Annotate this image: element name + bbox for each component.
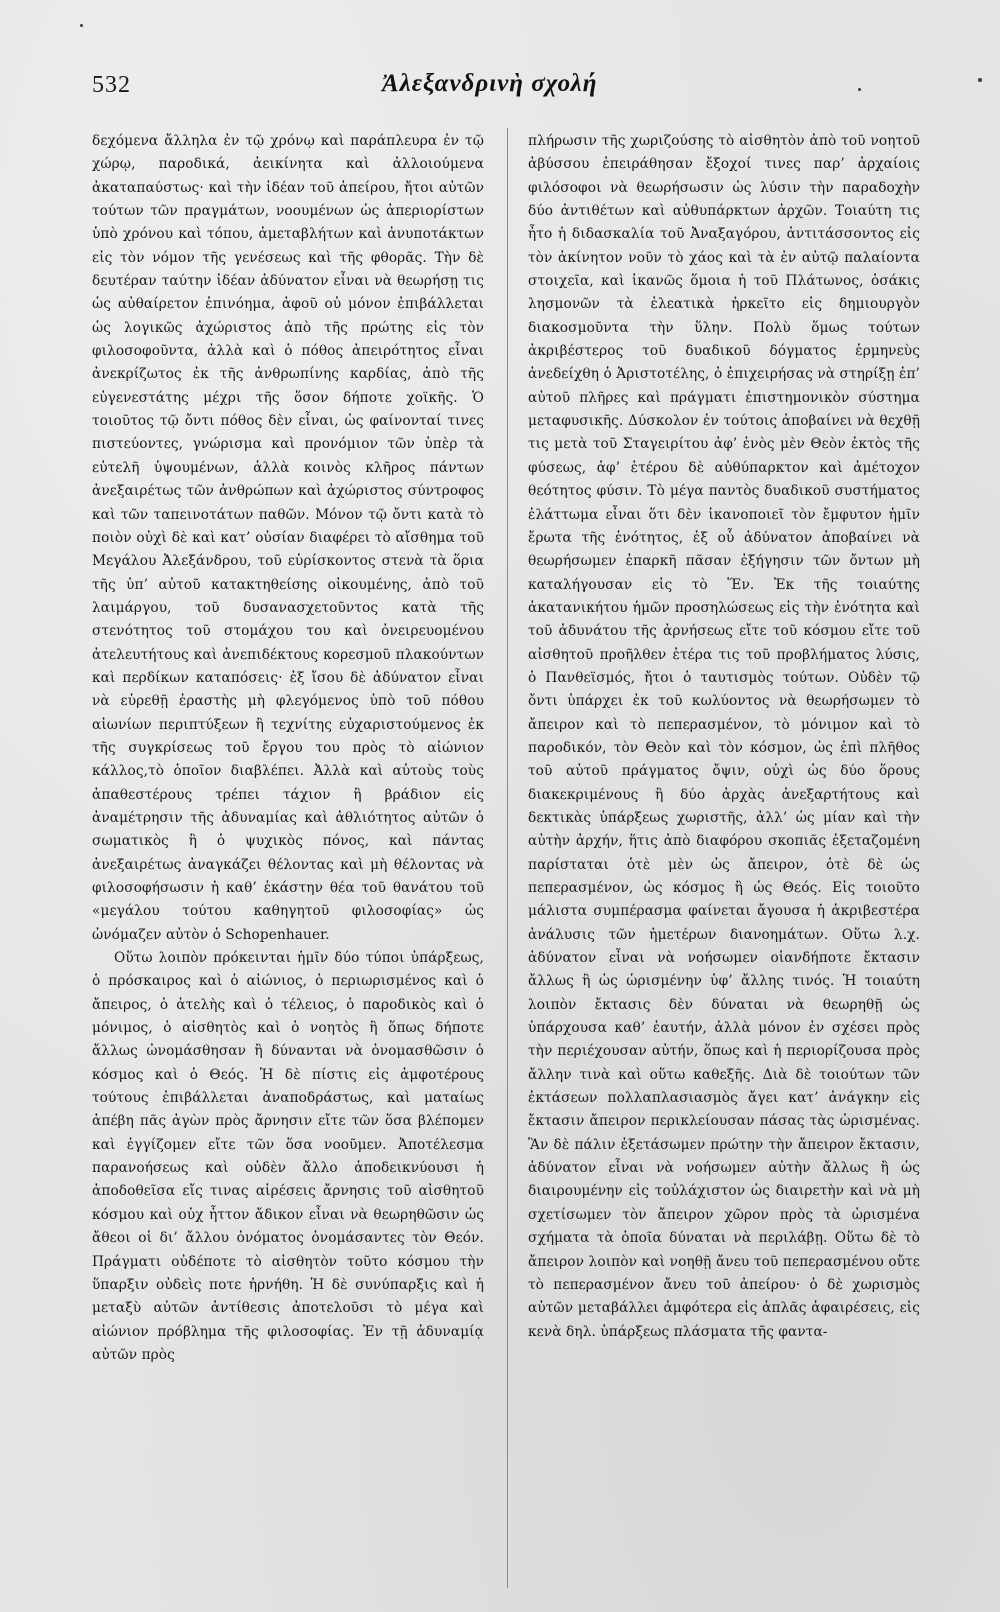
right-paragraph-1: πλήρωσιν τῆς χωριζούσης τὸ αἰσθητὸν ἀπὸ τοῦ νοητοῦ ἀβύσσου ἐπειράθησαν ἔξοχοί τινες παρ’ ἀρχαίοις φιλόσοφοι νὰ θεωρήσωσιν ὡς λύσιν τὴν παραδοχὴν δύο ἀντιθέτων καὶ αὐθυπάρκτων ἀρχῶν. Τοιαύτη τις ἦτο ἡ διδασκαλία τοῦ Ἀναξαγόρου, ἀντιτάσσοντος εἰς τὸν ἀκίνητον νοῦν τὸ χάος καὶ τὰ ἐν αὐτῷ παλαίοντα στοιχεῖα, καὶ ἱκανῶς ὅμοια ἡ τοῦ Πλάτωνος, ὁσάκις λησμονῶν τὰ ἐλεατικὰ ἠρκεῖτο εἰς δημιουργὸν διακοσμοῦντα τὴν ὕλην. Πολὺ ὅμως τούτων ἀκριβέστερος τοῦ δυαδικοῦ δόγματος ἑρμηνεὺς ἀνεδείχθη ὁ Ἀριστοτέλης, ὁ ἐπιχειρήσας νὰ στηρίξῃ ἐπ’ αὐτοῦ πλῆρες καὶ πράγματι ἐπιστημονικὸν σύστημα μεταφυσικῆς. Δύσκολον ἐν τούτοις ἀποβαίνει νὰ θεχθῇ τις μετὰ τοῦ Σταγειρίτου ἀφ’ ἑνὸς μὲν Θεὸν ἐκτὸς τῆς φύσεως, ἀφ’ ἑτέρου δὲ αὐθύπαρκτον καὶ ἀμέτοχον θεότητος φύσιν. Τὸ μέγα παντὸς δυαδικοῦ συστήματος ἐλάττωμα εἶναι ὅτι δὲν ἱκανοποιεῖ τὸν ἔμφυτον ἡμῖν ἔρωτα τῆς ἑνότητος, ἐξ οὗ ἀδύνατον ἀποβαίνει νὰ θεωρήσωμεν ἐπαρκῆ πᾶσαν ἐξήγησιν τῶν ὄντων μὴ καταλήγουσαν εἰς τὸ Ἕν. Ἐκ τῆς τοιαύτης ἀκατανικήτου ἡμῶν προσηλώσεως εἰς τὴν ἑνότητα καὶ τοῦ ἀδυνάτου τῆς ἀρνήσεως εἴτε τοῦ κόσμου εἴτε τοῦ αἰσθητοῦ προῆλθεν ἑτέρα τις τοῦ προβλήματος λύσις, ὁ Πανθεϊσμός, ἤτοι ὁ ταυτισμὸς τούτων. Οὐδὲν τῷ ὄντι ὑπάρχει ἐκ τοῦ κωλύοντος νὰ θεωρήσωμεν τὸ ἄπειρον καὶ τὸ πεπερασμένον, τὸ μόνιμον καὶ τὸ παροδικόν, τὸν Θεὸν καὶ τὸν κόσμον, ὡς ἐπὶ πλῆθος τοῦ αὐτοῦ πράγματος ὄψιν, οὐχὶ ὡς δύο ὅρους διακεκριμένους ἢ δύο ἀρχὰς ἀνεξαρτήτους καὶ δεκτικὰς ὑπάρξεως χωριστῆς, ἀλλ’ ὡς μίαν καὶ τὴν αὐτὴν ἀρχήν, ἥτις ἀπὸ διαφόρου σκοπιᾶς ἐξεταζομένη παρίσταται ὁτὲ μὲν ὡς ἄπειρον, ὁτὲ δὲ ὡς πεπερασμένον, ὡς κόσμος ἢ ὡς Θεός. Εἰς τοιοῦτο μάλιστα συμπέρασμα φαίνεται ἄγουσα ἡ ἀκριβεστέρα ἀνάλυσις τῶν ἡμετέρων διανοημάτων. Οὕτω λ.χ. ἀδύνατον εἶναι νὰ νοήσωμεν οἱανδήποτε ἔκτασιν ἄλλως ἢ ὡς ὡρισμένην ὑφ’ ἄλλης τινός. Ἡ τοιαύτη λοιπὸν ἔκτασις δὲν δύναται νὰ θεωρηθῇ ὡς ὑπάρχουσα καθ’ ἑαυτήν, ἀλλὰ μόνον ἐν σχέσει πρὸς τὴν περιέχουσαν αὐτήν, ὅπως καὶ ἡ περιορίζουσα πρὸς ἄλλην τινὰ καὶ οὕτω καθεξῆς. Διὰ δὲ τοιούτων τῶν ἐκτάσεων πολλαπλασιασμὸς ἄγει κατ’ ἀνάγκην εἰς ἔκτασιν ἄπειρον περικλείουσαν πάσας τὰς ὡρισμένας. Ἂν δὲ πάλιν ἐξετάσωμεν πρώτην τὴν ἄπειρον ἔκτασιν, ἀδύνατον εἶναι νὰ νοήσωμεν αὐτὴν ἄλλως ἢ ὡς διαιρουμένην εἰς τοὐλάχιστον ὡς διαιρετὴν καὶ νὰ μὴ σχετίσωμεν τὸν ἄπειρον χῶρον πρὸς τὰ ὡρισμένα σχήματα τὰ ὁποῖα δύναται νὰ περιλάβῃ. Οὕτω δὲ τὸ ἄπειρον λοιπὸν καὶ νοηθῇ ἄνευ τοῦ πεπερασμένου οὔτε τὸ πεπερασμένον ἄνευ τοῦ ἀπείρου· ὁ δὲ χωρισμὸς αὐτῶν μεταβάλλει ἀμφότερα εἰς ἁπλᾶς ἀφαιρέσεις, εἰς κενὰ δηλ. ὑπάρξεως πλάσματα τῆς φαντα- <box>528 133 920 1340</box>
column-divider <box>507 128 508 1588</box>
paper-speck <box>858 88 861 91</box>
running-head: Ἀλεξανδρινὴ σχολή <box>382 70 598 97</box>
left-column <box>92 130 484 1590</box>
right-column <box>528 130 920 1590</box>
page-number: 532 <box>92 72 131 98</box>
page-header <box>92 72 922 112</box>
paper-speck <box>978 78 982 82</box>
left-paragraph-1: δεχόμενα ἄλληλα ἐν τῷ χρόνῳ καὶ παράπλευρα ἐν τῷ χώρῳ, παροδικά, ἀεικίνητα καὶ ἀλλοιούμενα ἀκαταπαύστως· καὶ τὴν ἰδέαν τοῦ ἀπείρου, ἤτοι αὐτῶν τούτων τῶν πραγμάτων, νοουμένων ὡς ἀπεριορίστων ὑπὸ χρόνου καὶ τόπου, ἀμεταβλήτων καὶ ἀνυποτάκτων εἰς τὸν νόμον τῆς γενέσεως καὶ τῆς φθορᾶς. Τὴν δὲ δευτέραν ταύτην ἰδέαν ἀδύνατον εἶναι νὰ θεωρήσῃ τις ὡς αὐθαίρετον ἐπινόημα, ἀφοῦ οὐ μόνον ἐπιβάλλεται ὡς λογικῶς ἀχώριστος ἀπὸ τῆς πρώτης εἰς τὸν φιλοσοφοῦντα, ἀλλὰ καὶ ὁ πόθος ἀπειρότητος εἶναι ἀνεκρίζωτος ἐκ τῆς ἀνθρωπίνης καρδίας, ἀπὸ τῆς εὐγενεστάτης μέχρι τῆς ὅσον δήποτε χοϊκῆς. Ὁ τοιοῦτος τῷ ὄντι πόθος δὲν εἶναι, ὡς φαίνονταί τινες πιστεύοντες, γνώρισμα καὶ προνόμιον τῶν ὑπὲρ τὰ εὐτελῆ ὑψουμένων, ἀλλὰ κοινὸς κλῆρος πάντων ἀνεξαιρέτως τῶν ἀνθρώπων καὶ ἀχώριστος σύντροφος καὶ τῶν ταπεινοτάτων παθῶν. Μόνον τῷ ὄντι κατὰ τὸ ποιὸν οὐχὶ δὲ καὶ κατ’ οὐσίαν διαφέρει τὸ αἴσθημα τοῦ Μεγάλου Ἀλεξάνδρου, τοῦ εὑρίσκοντος στενὰ τὰ ὅρια τῆς ὑπ’ αὐτοῦ κατακτηθείσης οἰκουμένης, ἀπὸ τοῦ λαιμάργου, τοῦ δυσανασχετοῦντος κατὰ τῆς στενότητος τοῦ στομάχου του καὶ ὀνειρευομένου ἀτελευτήτους καὶ ἀνεπιδέκτους κορεσμοῦ πλακούντων καὶ περδίκων καταπόσεις· ἐξ ἴσου δὲ ἀδύνατον εἶναι νὰ εὑρεθῇ ἐραστὴς μὴ φλεγόμενος ὑπὸ τοῦ πόθου αἰωνίων περιπτύξεων ἢ τεχνίτης εὐχαριστούμενος ἐκ τῆς συγκρίσεως τοῦ ἔργου του πρὸς τὸ αἰώνιον κάλλος,τὸ ὁποῖον διαβλέπει. Ἀλλὰ καὶ αὐτοὺς τοὺς ἀπαθεστέρους τρέπει τάχιον ἢ βράδιον εἰς ἀναμέτρησιν τῆς ἀδυναμίας καὶ ἀθλιότητος αὐτῶν ὁ σωματικὸς ἢ ὁ ψυχικὸς πόνος, καὶ πάντας ἀνεξαιρέτως ἀναγκάζει θέλοντας καὶ μὴ θέλοντας νὰ φιλοσοφήσωσιν ἡ καθ’ ἑκάστην θέα τοῦ θανάτου τοῦ «μεγάλου τούτου καθηγητοῦ φιλοσοφίας» ὡς ὠνόμαζεν αὐτὸν ὁ Schopenhauer. <box>92 133 484 943</box>
left-paragraph-2: Οὕτω λοιπὸν πρόκεινται ἡμῖν δύο τύποι ὑπάρξεως, ὁ πρόσκαιρος καὶ ὁ αἰώνιος, ὁ περιωρισμένος καὶ ὁ ἄπειρος, ὁ ἀτελὴς καὶ ὁ τέλειος, ὁ παροδικὸς καὶ ὁ μόνιμος, ὁ αἰσθητὸς καὶ ὁ νοητὸς ἢ ὅπως δήποτε ἄλλως ὠνομάσθησαν ἢ δύνανται νὰ ὀνομασθῶσιν ὁ κόσμος καὶ ὁ Θεός. Ἡ δὲ πίστις εἰς ἀμφοτέρους τούτους ἐπιβάλλεται ἀναποδράστως, καὶ ματαίως ἀπέβη πᾶς ἀγὼν πρὸς ἄρνησιν εἴτε τῶν ὅσα βλέπομεν καὶ ἐγγίζομεν εἴτε τῶν ὅσα νοοῦμεν. Ἀποτέλεσμα παρανοήσεως καὶ οὐδὲν ἄλλο ἀποδεικνύουσι ἡ ἀποδοθεῖσα εἴς τινας αἱρέσεις ἄρνησις τοῦ αἰσθητοῦ κόσμου καὶ οὐχ ἧττον ἄδικον εἶναι νὰ θεωρηθῶσιν ὡς ἄθεοι οἱ δι’ ἄλλου ὀνόματος ὀνομάσαντες τὸν Θεόν. Πράγματι οὐδέποτε τὸ αἰσθητὸν τοῦτο κόσμου τὴν ὕπαρξιν οὐδεὶς ποτε ἠρνήθη. Ἡ δὲ συνύπαρξις καὶ ἡ μεταξὺ αὐτῶν ἀντίθεσις ἀποτελοῦσι τὸ μέγα καὶ αἰώνιον πρόβλημα τῆς φιλοσοφίας. Ἐν τῇ ἀδυναμίᾳ αὐτῶν πρὸς <box>92 950 484 1363</box>
paper-speck <box>80 24 83 27</box>
